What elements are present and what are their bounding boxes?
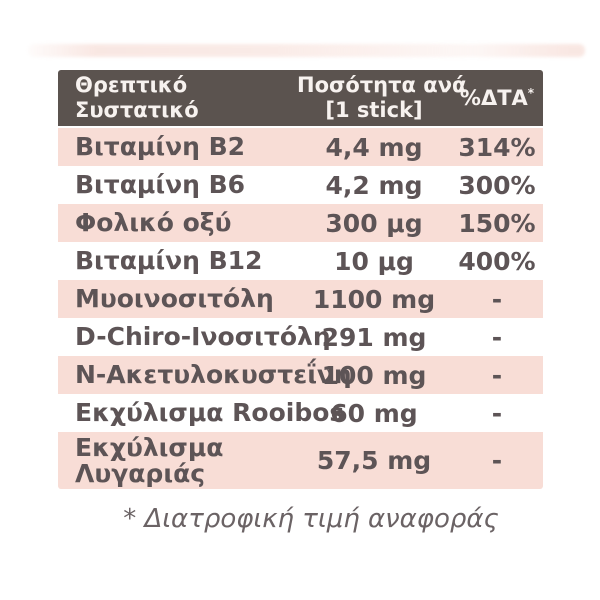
nutrient-dv: - xyxy=(491,322,503,352)
nutrient-amount: 4,2 mg xyxy=(325,170,423,200)
header-nutrient-column xyxy=(58,73,297,123)
nutrient-name: N-Ακετυλοκυστεΐνη xyxy=(75,360,352,389)
table-row-n-acetylcysteine xyxy=(58,356,543,394)
nutrient-amount: 1100 mg xyxy=(312,284,436,314)
table-row-d-chiro-inositol xyxy=(58,318,543,356)
nutrient-name: Εκχύλισμα Λυγαριάς xyxy=(58,435,297,487)
header-nutrient-line1: Θρεπτικό xyxy=(75,73,188,97)
label-edge-artifact xyxy=(28,44,585,57)
nutrient-dv: - xyxy=(491,398,503,428)
nutrient-amount: 291 mg xyxy=(321,322,427,352)
table-row-myo-inositol xyxy=(58,280,543,318)
table-row-vitamin-b2 xyxy=(58,128,543,166)
nutrient-dv: 314% xyxy=(458,132,536,162)
nutrient-amount: 300 μg xyxy=(325,208,423,238)
nutrient-amount: 57,5 mg xyxy=(316,446,432,475)
table-row-folic-acid xyxy=(58,204,543,242)
reference-value-footnote: * Διατροφική τιμή αναφοράς xyxy=(123,504,499,534)
dv-asterisk: * xyxy=(527,85,535,100)
table-header-row xyxy=(58,70,543,126)
table-row-vitex-extract xyxy=(58,432,543,489)
nutrient-name: D-Chiro-Ινοσιτόλη xyxy=(75,322,331,351)
nutrient-amount: 60 mg xyxy=(330,398,418,428)
nutrient-name: Μυοινοσιτόλη xyxy=(75,284,274,313)
nutrient-dv: - xyxy=(491,360,503,390)
header-nutrient-line2: Συστατικό xyxy=(75,98,199,122)
nutrient-name: Φολικό οξύ xyxy=(75,208,232,237)
header-dv-column: %ΔΤΑ* xyxy=(459,85,535,110)
header-amount-line1: Ποσότητα ανά xyxy=(297,73,467,97)
nutrient-dv: 400% xyxy=(458,246,536,276)
nutrient-name: Βιταμίνη B12 xyxy=(75,246,263,275)
nutrient-dv: 300% xyxy=(458,170,536,200)
header-amount-line2: [1 stick] xyxy=(325,98,423,122)
nutrition-facts-table xyxy=(58,70,543,489)
nutrient-name: Βιταμίνη B2 xyxy=(75,132,246,161)
header-amount-column xyxy=(297,73,467,123)
nutrient-amount: 10 μg xyxy=(334,246,414,276)
table-row-rooibos-extract xyxy=(58,394,543,432)
nutrient-dv: - xyxy=(491,284,503,314)
table-row-vitamin-b6 xyxy=(58,166,543,204)
nutrient-name-line2: Λυγαριάς xyxy=(75,458,206,488)
nutrient-dv: 150% xyxy=(458,208,536,238)
table-row-vitamin-b12 xyxy=(58,242,543,280)
nutrient-amount: 100 mg xyxy=(321,360,427,390)
nutrient-name: Βιταμίνη B6 xyxy=(75,170,246,199)
nutrient-name: Εκχύλισμα Rooibos xyxy=(75,398,345,427)
nutrient-amount: 4,4 mg xyxy=(325,132,423,162)
nutrient-dv: - xyxy=(491,446,503,475)
